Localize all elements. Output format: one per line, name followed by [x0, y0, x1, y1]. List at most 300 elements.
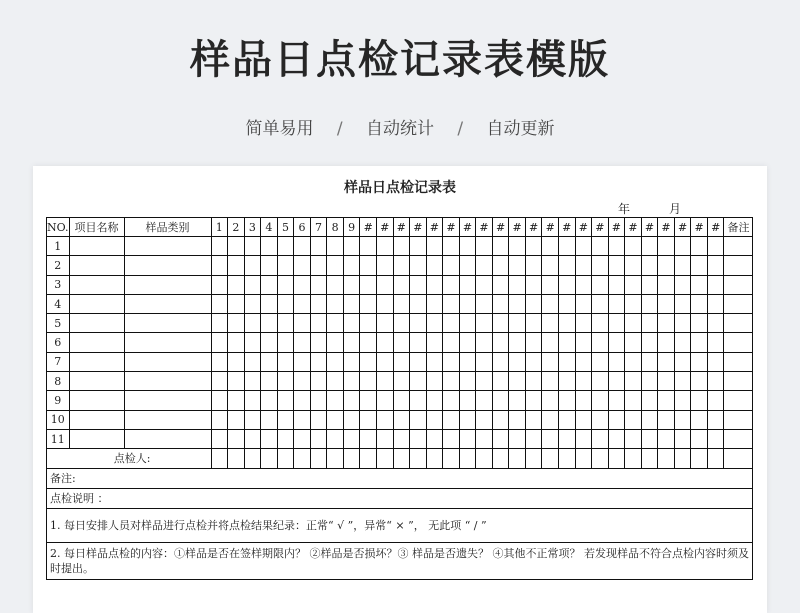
- table-cell: [674, 429, 691, 448]
- table-cell: [261, 352, 278, 371]
- table-cell: [608, 449, 625, 468]
- table-cell: [476, 410, 493, 429]
- row-number: 2: [47, 256, 70, 275]
- row-number: 8: [47, 372, 70, 391]
- table-cell: [492, 294, 509, 313]
- table-cell: [310, 449, 327, 468]
- table-cell: [592, 429, 609, 448]
- table-cell: [674, 333, 691, 352]
- table-cell: [492, 372, 509, 391]
- header-day: #: [360, 218, 377, 237]
- table-cell: [575, 410, 592, 429]
- table-cell: [343, 256, 360, 275]
- table-cell: [658, 410, 675, 429]
- table-cell: [509, 372, 526, 391]
- table-cell: [575, 333, 592, 352]
- table-cell: [608, 256, 625, 275]
- table-cell: [327, 449, 344, 468]
- table-cell: [410, 352, 427, 371]
- table-cell: [691, 372, 708, 391]
- header-day: 8: [327, 218, 344, 237]
- table-cell: [558, 410, 575, 429]
- table-cell: [459, 429, 476, 448]
- table-cell: [410, 237, 427, 256]
- table-row: [47, 352, 753, 371]
- table-cell: [410, 294, 427, 313]
- table-cell: [525, 429, 542, 448]
- table-cell: [69, 275, 124, 294]
- table-cell: [410, 449, 427, 468]
- row-number: 10: [47, 410, 70, 429]
- table-cell: [575, 237, 592, 256]
- table-cell: [641, 314, 658, 333]
- header-remark: 备注: [724, 218, 753, 237]
- table-cell: [310, 294, 327, 313]
- table-cell: [443, 391, 460, 410]
- table-cell: [294, 391, 311, 410]
- table-cell: [294, 410, 311, 429]
- table-cell: [277, 352, 294, 371]
- table-cell: [558, 314, 575, 333]
- table-cell: [277, 429, 294, 448]
- table-cell: [376, 275, 393, 294]
- table-cell: [277, 372, 294, 391]
- table-cell: [625, 333, 642, 352]
- table-cell: [575, 449, 592, 468]
- table-cell: [641, 410, 658, 429]
- table-cell: [393, 352, 410, 371]
- table-cell: [625, 237, 642, 256]
- table-cell: [327, 314, 344, 333]
- table-cell: [509, 333, 526, 352]
- header-day: 4: [261, 218, 278, 237]
- header-day: 6: [294, 218, 311, 237]
- header-day: #: [641, 218, 658, 237]
- table-cell: [360, 429, 377, 448]
- table-cell: [294, 333, 311, 352]
- table-cell: [261, 410, 278, 429]
- table-cell: [492, 429, 509, 448]
- table-cell: [310, 429, 327, 448]
- table-cell: [228, 275, 245, 294]
- table-cell: [244, 333, 261, 352]
- table-cell: [327, 410, 344, 429]
- table-cell: [277, 275, 294, 294]
- table-cell: [426, 352, 443, 371]
- table-cell: [393, 391, 410, 410]
- table-cell: [674, 352, 691, 371]
- table-cell: [426, 372, 443, 391]
- table-cell: [228, 256, 245, 275]
- table-cell: [261, 275, 278, 294]
- table-cell: [376, 256, 393, 275]
- table-cell: [724, 391, 753, 410]
- table-cell: [492, 333, 509, 352]
- table-cell: [575, 275, 592, 294]
- table-cell: [641, 391, 658, 410]
- table-cell: [261, 372, 278, 391]
- table-cell: [360, 256, 377, 275]
- table-cell: [558, 449, 575, 468]
- page-title: 样品日点检记录表模版: [190, 37, 610, 83]
- table-cell: [343, 429, 360, 448]
- table-cell: [327, 275, 344, 294]
- table-cell: [558, 294, 575, 313]
- table-cell: [641, 275, 658, 294]
- table-cell: [592, 352, 609, 371]
- table-cell: [360, 275, 377, 294]
- table-cell: [244, 314, 261, 333]
- table-cell: [724, 294, 753, 313]
- table-cell: [277, 410, 294, 429]
- table-cell: [327, 294, 344, 313]
- table-cell: [294, 237, 311, 256]
- table-cell: [277, 294, 294, 313]
- table-cell: [376, 429, 393, 448]
- table-cell: [124, 275, 211, 294]
- table-cell: [261, 237, 278, 256]
- table-cell: [658, 237, 675, 256]
- table-cell: [492, 314, 509, 333]
- table-cell: [459, 333, 476, 352]
- table-cell: [724, 237, 753, 256]
- table-cell: [509, 314, 526, 333]
- explain-item-2: 2. 每日样品点检的内容：①样品是否在签样期限内？ ②样品是否损坏？③ 样品是否遗失？ ④其他不正常项？ 若发现样品不符合点检内容时须及时提出。: [47, 542, 753, 579]
- table-cell: [459, 410, 476, 429]
- table-cell: [343, 294, 360, 313]
- table-cell: [492, 237, 509, 256]
- table-cell: [459, 391, 476, 410]
- table-cell: [211, 391, 228, 410]
- table-cell: [525, 449, 542, 468]
- table-cell: [724, 256, 753, 275]
- table-cell: [277, 449, 294, 468]
- table-cell: [525, 372, 542, 391]
- header-day: 9: [343, 218, 360, 237]
- table-cell: [426, 391, 443, 410]
- table-cell: [426, 294, 443, 313]
- table-cell: [592, 237, 609, 256]
- table-cell: [261, 449, 278, 468]
- table-cell: [707, 391, 724, 410]
- table-cell: [509, 275, 526, 294]
- table-cell: [343, 391, 360, 410]
- table-cell: [228, 294, 245, 313]
- separator: /: [336, 119, 343, 139]
- table-cell: [691, 237, 708, 256]
- table-cell: [261, 294, 278, 313]
- table-cell: [674, 372, 691, 391]
- table-cell: [376, 449, 393, 468]
- explain-item-2-row: [47, 542, 753, 579]
- table-cell: [658, 429, 675, 448]
- table-row: [47, 275, 753, 294]
- table-cell: [410, 410, 427, 429]
- table-cell: [658, 333, 675, 352]
- header-day: #: [542, 218, 559, 237]
- table-cell: [542, 372, 559, 391]
- table-cell: [310, 372, 327, 391]
- table-cell: [558, 372, 575, 391]
- table-cell: [310, 410, 327, 429]
- notes-label: 备注:: [47, 468, 753, 488]
- table-cell: [443, 256, 460, 275]
- table-cell: [575, 391, 592, 410]
- table-cell: [691, 410, 708, 429]
- table-cell: [277, 256, 294, 275]
- table-cell: [707, 333, 724, 352]
- table-cell: [426, 314, 443, 333]
- table-cell: [426, 237, 443, 256]
- table-cell: [724, 314, 753, 333]
- header-day: #: [476, 218, 493, 237]
- table-cell: [244, 294, 261, 313]
- table-cell: [459, 256, 476, 275]
- table-cell: [707, 237, 724, 256]
- explain-item-1: 1. 每日安排人员对样品进行点检并将点检结果纪录：正常“ √ ”，异常“ × ”， 无此项 “ / ”: [47, 508, 753, 542]
- table-cell: [476, 372, 493, 391]
- table-cell: [707, 275, 724, 294]
- table-cell: [410, 314, 427, 333]
- inspection-table: [46, 217, 753, 580]
- table-cell: [641, 352, 658, 371]
- table-cell: [658, 275, 675, 294]
- table-cell: [360, 314, 377, 333]
- table-cell: [69, 314, 124, 333]
- table-row: [47, 391, 753, 410]
- feature-auto-stats: 自动统计: [366, 119, 434, 139]
- table-row: [47, 294, 753, 313]
- table-cell: [592, 391, 609, 410]
- row-number: 4: [47, 294, 70, 313]
- table-cell: [691, 294, 708, 313]
- table-cell: [575, 372, 592, 391]
- table-cell: [509, 391, 526, 410]
- table-cell: [625, 275, 642, 294]
- table-cell: [310, 256, 327, 275]
- table-cell: [410, 256, 427, 275]
- explain-item-1-row: [47, 508, 753, 542]
- table-cell: [343, 372, 360, 391]
- table-cell: [376, 237, 393, 256]
- table-cell: [376, 314, 393, 333]
- table-cell: [674, 410, 691, 429]
- table-cell: [393, 333, 410, 352]
- header-day: #: [658, 218, 675, 237]
- table-cell: [426, 275, 443, 294]
- table-cell: [426, 429, 443, 448]
- table-cell: [575, 294, 592, 313]
- table-cell: [343, 352, 360, 371]
- table-cell: [558, 391, 575, 410]
- table-cell: [124, 429, 211, 448]
- table-cell: [393, 410, 410, 429]
- table-cell: [211, 333, 228, 352]
- table-cell: [228, 410, 245, 429]
- table-cell: [443, 352, 460, 371]
- header-day: #: [376, 218, 393, 237]
- header-day: #: [509, 218, 526, 237]
- header-day: #: [691, 218, 708, 237]
- table-row: [47, 410, 753, 429]
- table-cell: [360, 391, 377, 410]
- header-no: NO.: [47, 218, 70, 237]
- table-cell: [228, 449, 245, 468]
- table-cell: [327, 256, 344, 275]
- table-cell: [575, 352, 592, 371]
- header-day: #: [608, 218, 625, 237]
- table-cell: [658, 294, 675, 313]
- table-cell: [69, 294, 124, 313]
- explain-label: 点检说明 ：: [47, 488, 753, 508]
- table-cell: [674, 449, 691, 468]
- table-cell: [228, 352, 245, 371]
- table-cell: [360, 294, 377, 313]
- table-cell: [592, 333, 609, 352]
- table-cell: [509, 449, 526, 468]
- table-cell: [641, 294, 658, 313]
- table-cell: [509, 256, 526, 275]
- table-cell: [443, 237, 460, 256]
- table-cell: [459, 275, 476, 294]
- row-number: 7: [47, 352, 70, 371]
- table-cell: [426, 410, 443, 429]
- table-cell: [228, 314, 245, 333]
- table-cell: [641, 449, 658, 468]
- table-cell: [592, 372, 609, 391]
- table-cell: [124, 391, 211, 410]
- table-cell: [542, 352, 559, 371]
- table-cell: [410, 333, 427, 352]
- table-cell: [410, 275, 427, 294]
- row-number: 9: [47, 391, 70, 410]
- table-cell: [426, 449, 443, 468]
- table-cell: [211, 314, 228, 333]
- table-cell: [608, 237, 625, 256]
- table-cell: [294, 449, 311, 468]
- table-cell: [525, 333, 542, 352]
- table-cell: [608, 352, 625, 371]
- table-cell: [211, 256, 228, 275]
- table-cell: [509, 237, 526, 256]
- table-row: [47, 237, 753, 256]
- header-day: #: [525, 218, 542, 237]
- table-cell: [244, 256, 261, 275]
- table-cell: [459, 294, 476, 313]
- table-cell: [509, 352, 526, 371]
- table-cell: [608, 410, 625, 429]
- table-cell: [310, 275, 327, 294]
- table-cell: [674, 275, 691, 294]
- table-cell: [327, 333, 344, 352]
- table-cell: [658, 256, 675, 275]
- table-cell: [492, 410, 509, 429]
- table-cell: [393, 256, 410, 275]
- table-cell: [625, 410, 642, 429]
- table-cell: [294, 314, 311, 333]
- table-cell: [443, 294, 460, 313]
- table-cell: [509, 429, 526, 448]
- table-cell: [376, 294, 393, 313]
- table-cell: [592, 314, 609, 333]
- table-cell: [558, 275, 575, 294]
- table-cell: [608, 294, 625, 313]
- table-cell: [443, 314, 460, 333]
- table-cell: [476, 314, 493, 333]
- table-cell: [294, 352, 311, 371]
- table-cell: [542, 294, 559, 313]
- table-cell: [294, 372, 311, 391]
- table-cell: [244, 429, 261, 448]
- table-cell: [426, 256, 443, 275]
- table-cell: [376, 410, 393, 429]
- table-cell: [542, 314, 559, 333]
- table-cell: [360, 352, 377, 371]
- table-cell: [492, 256, 509, 275]
- table-cell: [426, 333, 443, 352]
- table-cell: [724, 275, 753, 294]
- table-cell: [608, 314, 625, 333]
- header-day: #: [592, 218, 609, 237]
- table-cell: [525, 237, 542, 256]
- table-cell: [542, 429, 559, 448]
- table-cell: [228, 429, 245, 448]
- table-cell: [310, 237, 327, 256]
- table-cell: [443, 449, 460, 468]
- table-cell: [707, 256, 724, 275]
- table-cell: [277, 333, 294, 352]
- table-cell: [608, 275, 625, 294]
- document-sheet: [33, 166, 767, 613]
- table-cell: [376, 333, 393, 352]
- table-cell: [327, 429, 344, 448]
- table-cell: [641, 256, 658, 275]
- table-cell: [525, 294, 542, 313]
- table-cell: [608, 372, 625, 391]
- table-cell: [443, 372, 460, 391]
- table-cell: [294, 256, 311, 275]
- table-cell: [592, 294, 609, 313]
- table-cell: [625, 294, 642, 313]
- table-cell: [69, 333, 124, 352]
- table-cell: [443, 333, 460, 352]
- table-cell: [211, 352, 228, 371]
- table-cell: [641, 237, 658, 256]
- table-cell: [228, 237, 245, 256]
- table-cell: [376, 391, 393, 410]
- header-day: #: [410, 218, 427, 237]
- table-cell: [625, 314, 642, 333]
- table-cell: [492, 449, 509, 468]
- table-cell: [244, 372, 261, 391]
- table-cell: [724, 352, 753, 371]
- separator: /: [457, 119, 464, 139]
- table-cell: [228, 391, 245, 410]
- table-cell: [124, 410, 211, 429]
- table-cell: [327, 352, 344, 371]
- table-cell: [707, 410, 724, 429]
- row-number: 5: [47, 314, 70, 333]
- table-cell: [211, 237, 228, 256]
- table-cell: [558, 429, 575, 448]
- header-day: #: [393, 218, 410, 237]
- table-cell: [641, 372, 658, 391]
- table-cell: [691, 449, 708, 468]
- row-number: 6: [47, 333, 70, 352]
- table-cell: [211, 410, 228, 429]
- table-cell: [393, 372, 410, 391]
- feature-auto-update: 自动更新: [486, 119, 555, 139]
